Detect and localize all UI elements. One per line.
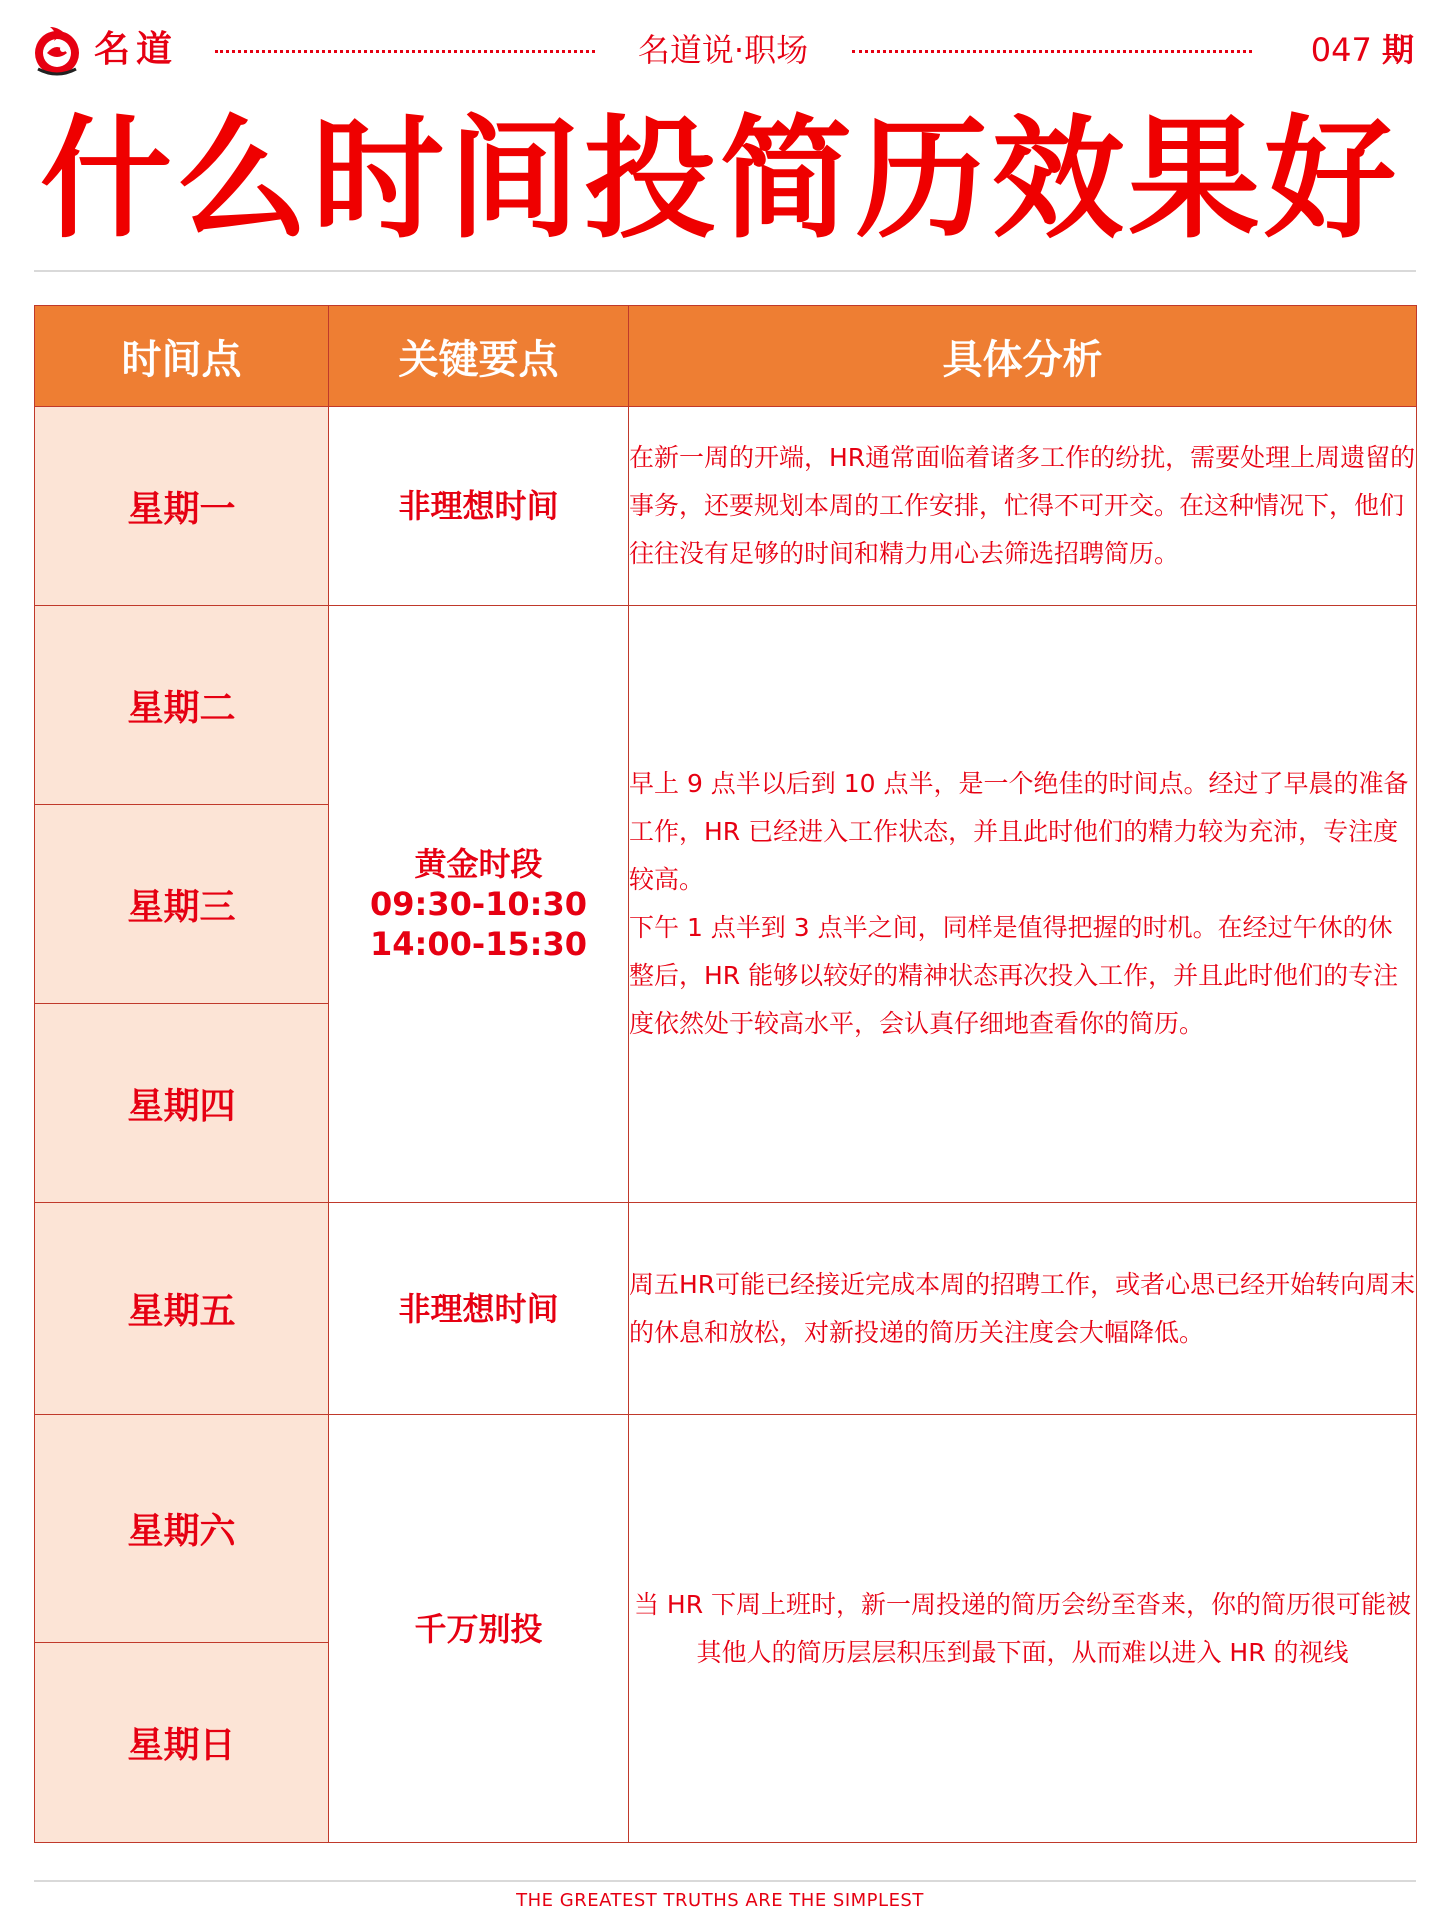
title-divider [34, 270, 1416, 272]
analysis-cell: 周五HR可能已经接近完成本周的招聘工作，或者心思已经开始转向周末的休息和放松，对新投递的简历关注度会大幅降低。 [629, 1203, 1417, 1415]
key-point-title: 黄金时段 [414, 845, 543, 883]
analysis-cell [629, 606, 1417, 1203]
day-cell-sunday: 星期日 [35, 1643, 329, 1843]
dotted-divider-left [215, 50, 595, 53]
logo-text: 名道 [94, 29, 179, 70]
column-header-analysis: 具体分析 [629, 306, 1417, 407]
issue-unit: 期 [1381, 31, 1414, 69]
logo-bird-icon [30, 23, 84, 77]
analysis-cell: 当 HR 下周上班时，新一周投递的简历会纷至沓来，你的简历很可能被其他人的简历层层积压到最下面，从而难以进入 HR 的视线 [629, 1415, 1417, 1843]
page-title: 什么时间投简历效果好 [40, 103, 1400, 257]
key-point-time-afternoon: 14:00-15:30 [370, 925, 587, 963]
day-cell-saturday: 星期六 [35, 1415, 329, 1643]
day-cell-monday: 星期一 [35, 407, 329, 606]
key-point-cell: 非理想时间 [329, 407, 629, 606]
day-cell-wednesday: 星期三 [35, 805, 329, 1004]
analysis-cell: 在新一周的开端，HR通常面临着诸多工作的纷扰，需要处理上周遗留的事务，还要规划本周的工作安排，忙得不可开交。在这种情况下，他们往往没有足够的时间和精力用心去筛选招聘简历。 [629, 407, 1417, 606]
table-row [35, 606, 1417, 805]
key-point-time-morning: 09:30-10:30 [370, 885, 587, 923]
top-bar [0, 0, 1440, 100]
logo [30, 20, 178, 80]
analysis-paragraph-morning: 早上 9 点半以后到 10 点半，是一个绝佳的时间点。经过了早晨的准备工作，HR 已经进入工作状态，并且此时他们的精力较为充沛，专注度较高。 [629, 769, 1409, 894]
table-row [35, 1203, 1417, 1415]
analysis-paragraph-afternoon: 下午 1 点半到 3 点半之间，同样是值得把握的时机。在经过午休的休整后，HR 能够以较好的精神状态再次投入工作，并且此时他们的专注度依然处于较高水平，会认真仔细地查看你的简历。 [629, 913, 1399, 1038]
day-cell-tuesday: 星期二 [35, 606, 329, 805]
series-name: 名道说·职场 [637, 31, 809, 69]
issue-number: 047 [1310, 31, 1372, 69]
key-point-cell: 非理想时间 [329, 1203, 629, 1415]
footer-divider [34, 1880, 1416, 1882]
table-row [35, 1415, 1417, 1643]
key-point-cell-golden [329, 606, 629, 1203]
dotted-divider-right [852, 50, 1252, 53]
day-cell-thursday: 星期四 [35, 1004, 329, 1203]
day-cell-friday: 星期五 [35, 1203, 329, 1415]
column-header-key: 关键要点 [329, 306, 629, 407]
column-header-time: 时间点 [35, 306, 329, 407]
footer-slogan: THE GREATEST TRUTHS ARE THE SIMPLEST [516, 1890, 924, 1911]
schedule-table [34, 305, 1417, 1843]
issue-label [1311, 24, 1414, 76]
key-point-cell: 千万别投 [329, 1415, 629, 1843]
table-header-row [35, 306, 1417, 407]
table-row [35, 407, 1417, 606]
